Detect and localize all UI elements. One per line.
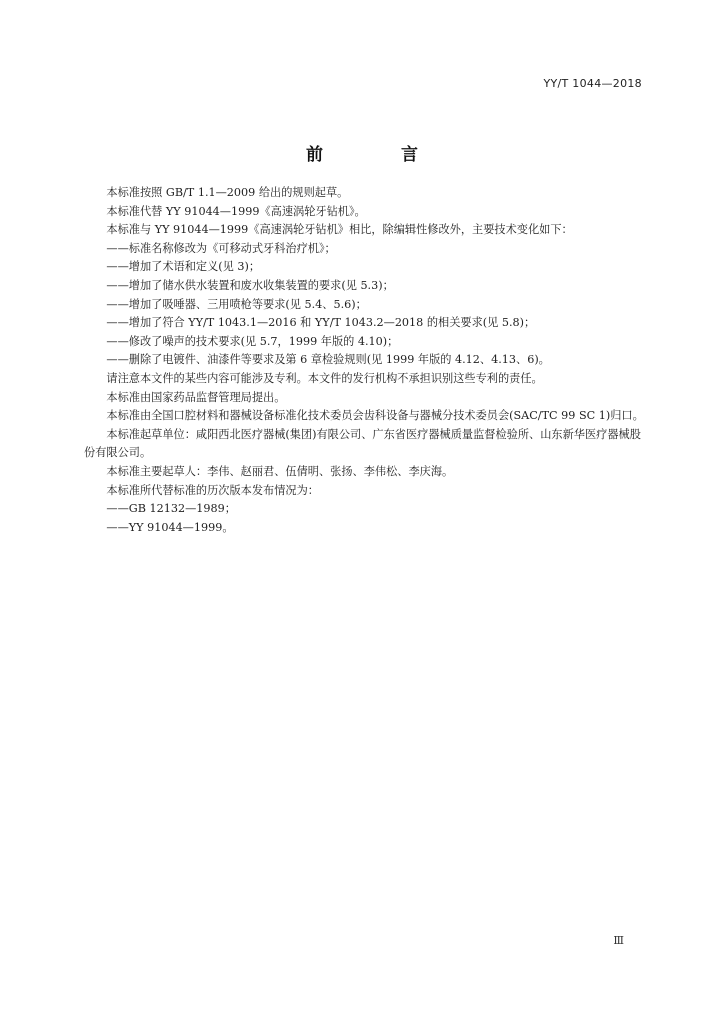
paragraph: 本标准代替 YY 91044—1999《高速涡轮牙钻机》。 (106, 204, 366, 218)
history-list-item: ——GB 12132—1989； (106, 502, 236, 516)
paragraph: 本标准按照 GB/T 1.1—2009 给出的规则起草。 (106, 186, 349, 199)
change-list-item: ——标准名称修改为《可移动式牙科治疗机》； (106, 241, 336, 255)
paragraph: 本标准所代替标准的历次版本发布情况为： (106, 483, 319, 497)
paragraph: 本标准主要起草人：李伟、赵丽君、伍倩明、张扬、李伟松、李庆海。 (106, 464, 454, 478)
change-list-item: ——增加了术语和定义(见 3)； (106, 260, 261, 274)
paragraph: 本标准由全国口腔材料和器械设备标准化技术委员会齿科设备与器械分技术委员会(SAC/TC 99 SC 1)归口。 (106, 409, 644, 423)
paragraph: 本标准由国家药品监督管理局提出。 (106, 390, 286, 404)
change-list-item: ——增加了符合 YY/T 1043.1—2016 和 YY/T 1043.2—2018 的相关要求(见 5.8)； (106, 316, 536, 330)
change-list-item: ——修改了噪声的技术要求(见 5.7，1999 年版的 4.10)； (106, 334, 399, 348)
history-list-item: ——YY 91044—1999。 (106, 520, 234, 534)
paragraph: 本标准起草单位：咸阳西北医疗器械(集团)有限公司、广东省医疗器械质量监督检验所、山东新华医疗器械股份有限公司。 (84, 427, 641, 460)
change-list-item: ——删除了电镀件、油漆件等要求及第 6 章检验规则(见 1999 年版的 4.12、4.13、6)。 (106, 353, 550, 367)
page-number: Ⅲ (613, 934, 624, 947)
change-list-item: ——增加了吸唾器、三用喷枪等要求(见 5.4、5.6)； (106, 297, 367, 311)
paragraph: 本标准与 YY 91044—1999《高速涡轮牙钻机》相比，除编辑性修改外，主要技术变化如下： (106, 223, 573, 237)
change-list-item: ——增加了储水供水装置和废水收集装置的要求(见 5.3)； (106, 278, 394, 292)
page-title: 前 言 (306, 145, 454, 165)
standard-code: YY/T 1044—2018 (543, 77, 642, 90)
paragraph: 请注意本文件的某些内容可能涉及专利。本文件的发行机构不承担识别这些专利的责任。 (106, 371, 543, 385)
foreword-body (84, 184, 646, 537)
